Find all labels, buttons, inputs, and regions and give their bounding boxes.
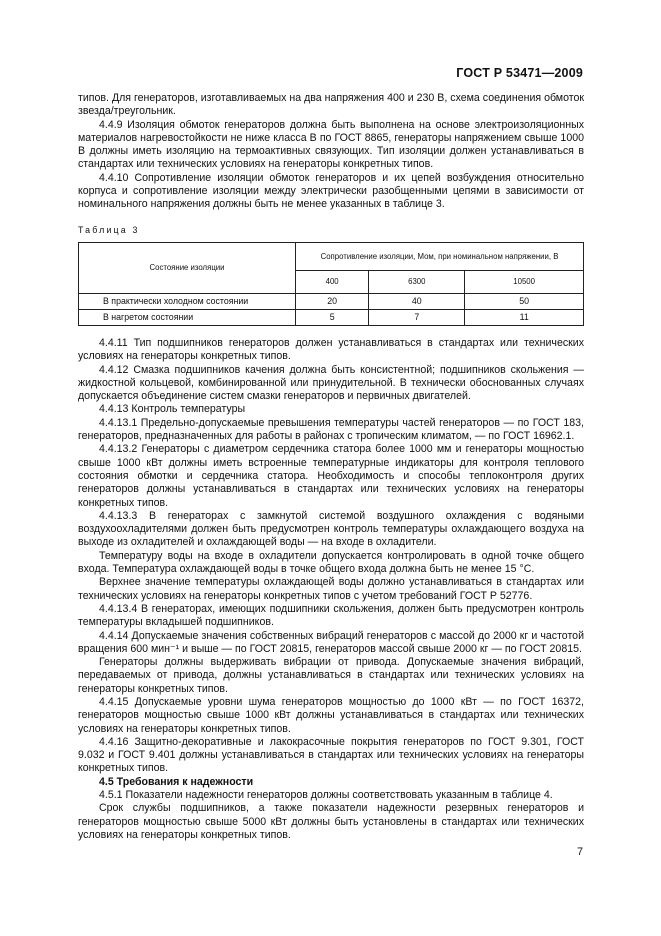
section-heading: 4.5 Требования к надежности [99,775,254,788]
paragraph: 4.4.14 Допускаемые значения собственных вибраций генераторов с массой до 2000 кг и частотой вращения 600 мин⁻¹ и выше — по ГОСТ 20815, генераторов массой свыше 2000 кг — по ГОСТ 20815. [78,629,584,655]
paragraph-4-4-9: 4.4.9 Изоляция обмоток генераторов должна быть выполнена на основе электроизоляционных материалов нагревостойкости не ниже класса В по ГОСТ 8865, генераторы напряжением свыше 1000 В должны иметь изоляцию на термоактивных связующих. Тип изоляции должен устанавливаться в стандартах или технических условиях на генераторы конкретных типов. [78,118,584,171]
table-row [79,309,584,325]
paragraph: Срок службы подшипников, а также показатели надежности резервных генераторов и генераторов мощностью свыше 5000 кВт должны быть установлены в стандартах или технических условиях на генераторы конкретных типов. [78,802,584,841]
table-cell: 20 [296,293,369,309]
table-cell: 50 [465,293,584,309]
table-row-label: В практически холодном состоянии [79,293,296,309]
table-row-label: В нагретом состоянии [79,309,296,325]
table-3-label: Таблица 3 [78,224,140,235]
paragraph: 4.4.13.4 В генераторах, имеющих подшипники скольжения, должен быть предусмотрен контроль температуры вкладышей подшипников. [78,602,584,629]
page-number: 7 [577,846,583,858]
paragraph: 4.4.13.3 В генераторах с замкнутой системой воздушного охлаждения с водяными воздухоохладителями должен быть предусмотрен контроль температуры охлаждающего воздуха на выходе из охладителей и охлаждающей воды — на входе в охладители. [78,509,584,549]
paragraph-4-4-10: 4.4.10 Сопротивление изоляции обмоток генераторов и их цепей возбуждения относительно корпуса и сопротивление изоляции между электрически разобщенными цепями в зависимости от номинального напряжения должны быть не менее указанных в таблице 3. [78,171,584,211]
table-cell: 5 [296,309,369,325]
paragraph: 4.4.15 Допускаемые уровни шума генераторов мощностью до 1000 кВт — по ГОСТ 16372, генераторов мощностью свыше 1000 кВт должны устанавливаться в стандартах или технических условиях на генераторы конкретных типов. [78,695,584,735]
table-row [79,293,584,309]
table-header-voltage: 6300 [369,270,465,293]
table-3 [78,242,584,326]
table-cell: 11 [465,309,584,325]
page-content [78,92,584,842]
table-cell: 40 [369,293,465,309]
document-id-header: ГОСТ Р 53471—2009 [456,66,583,80]
table-cell: 7 [369,309,465,325]
paragraph: 4.4.12 Смазка подшипников качения должна быть консистентной; подшипников скольжения — жидкостной кольцевой, комбинированной или принудительной. В технически обоснованных случаях допускается объединение систем смазки генераторов и первичных двигателей. [78,363,584,403]
paragraph: Верхнее значение температуры охлаждающей воды должно устанавливаться в стандартах или технических условиях на генераторы конкретных типов с учетом требований ГОСТ Р 52776. [78,576,584,602]
table-header-voltage: 400 [296,270,369,293]
paragraph: 4.5.1 Показатели надежности генераторов должны соответствовать указанным в таблице 4. [99,789,553,802]
paragraph-intro-tail: типов. Для генераторов, изготавливаемых на два напряжения 400 и 230 В, схема соединения обмоток звезда/треугольник. [78,92,584,118]
paragraph: 4.4.13.1 Предельно-допускаемые превышения температуры частей генераторов — по ГОСТ 183, генераторов, предназначенных для работы в районах с тропическим климатом, — по ГОСТ 16962.1. [78,416,584,443]
paragraphs-after-table [78,337,584,842]
paragraph: 4.4.13 Контроль температуры [99,403,246,416]
table-header-condition: Состояние изоляции [79,242,296,293]
paragraph: 4.4.11 Тип подшипников генераторов должен устанавливаться в стандартах или технических условиях на генераторы конкретных типов. [78,336,584,363]
paragraph: 4.4.13.2 Генераторы с диаметром сердечника статора более 1000 мм и генераторы мощностью свыше 1000 кВт должны иметь встроенные температурные индикаторы для контроля теплового состояния обмотки и сердечника статора. Необходимость и способы теплоконтроля других генераторов должны устанавливаться в стандартах или технических условиях на генераторы конкретных типов. [78,443,584,509]
paragraph: Температуру воды на входе в охладители допускается контролировать в одной точке общего входа. Температура охлаждающей воды в точке общего входа должна быть не менее 15 °С. [78,549,584,576]
table-header-voltage: 10500 [465,270,584,293]
paragraph: 4.4.16 Защитно-декоративные и лакокрасочные покрытия генераторов по ГОСТ 9.301, ГОСТ 9.032 и ГОСТ 9.401 должны устанавливаться в стандартах или технических условиях на генераторы конкретных типов. [78,735,584,775]
paragraph: Генераторы должны выдерживать вибрации от привода. Допускаемые значения вибраций, передаваемых от привода, должны устанавливаться в стандартах или технических условиях на генераторы конкретных типов. [78,656,584,695]
table-header-resistance: Сопротивление изоляции, Мом, при номинальном напряжении, В [296,242,584,270]
